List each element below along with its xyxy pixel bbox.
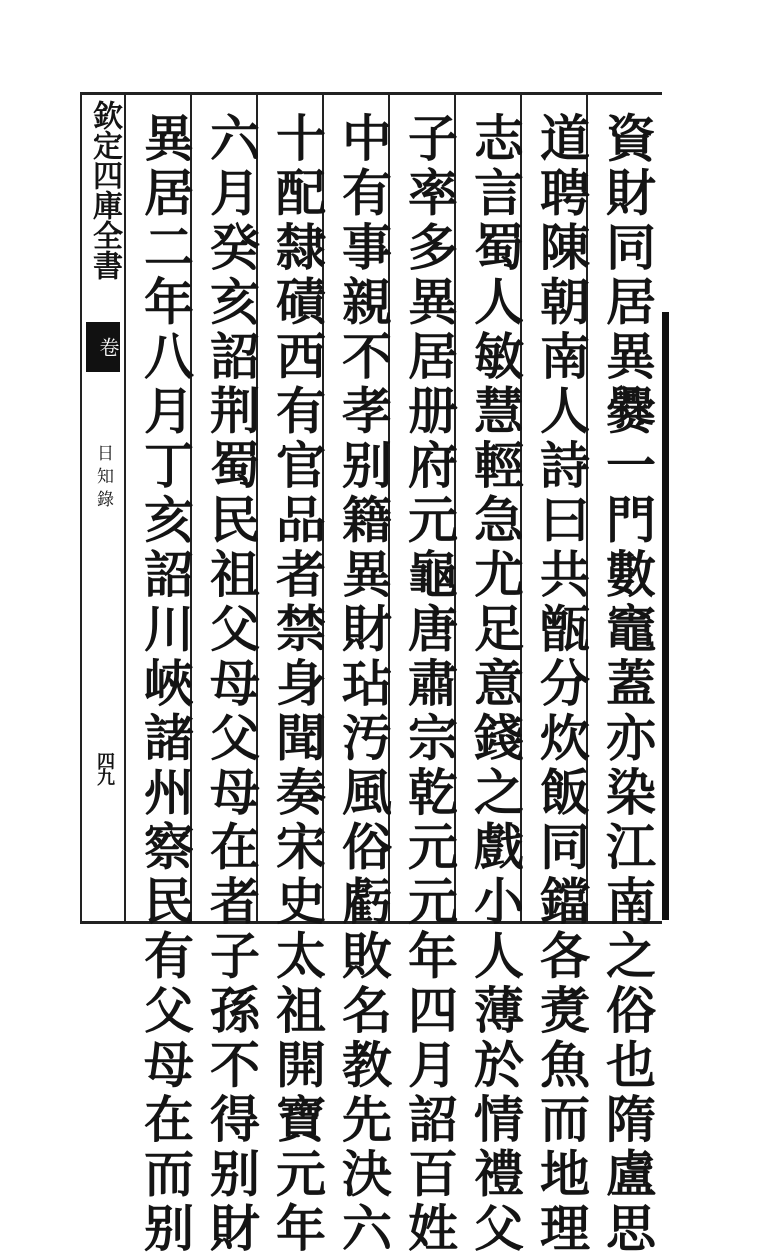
text-column-1: 資財同居異爨一門數竈蓋亦染江南之俗也隋盧思 bbox=[598, 112, 657, 1257]
outer-left-rule bbox=[80, 92, 82, 921]
page-number: 四九 bbox=[94, 752, 115, 784]
text-column-7: 六月癸亥詔荆蜀民祖父母父母在者子孫不得别財 bbox=[202, 112, 261, 1257]
book-title: 日知錄 bbox=[93, 444, 113, 513]
text-column-4: 子率多異居册府元龜唐肅宗乾元元年四月詔百姓 bbox=[400, 112, 459, 1257]
juan-badge: 卷 bbox=[86, 322, 120, 372]
margin-rule bbox=[124, 92, 126, 921]
text-column-2: 道聘陳朝南人詩曰共甑分炊飯同鐺各煑魚而地理 bbox=[532, 112, 591, 1257]
collection-title: 欽定四庫全書 bbox=[87, 100, 122, 280]
outer-right-rule bbox=[662, 312, 669, 920]
text-column-6: 十配隸磧西有官品者禁身聞奏宋史太祖開寶元年 bbox=[268, 112, 327, 1257]
text-column-3: 志言蜀人敏慧輕急尤足意錢之戲小人薄於情禮父 bbox=[466, 112, 525, 1257]
text-column-5: 中有事親不孝别籍異財玷汚風俗虧敗名教先決六 bbox=[334, 112, 393, 1257]
text-column-8: 異居二年八月丁亥詔川峽諸州察民有父母在而别 bbox=[136, 112, 195, 1257]
